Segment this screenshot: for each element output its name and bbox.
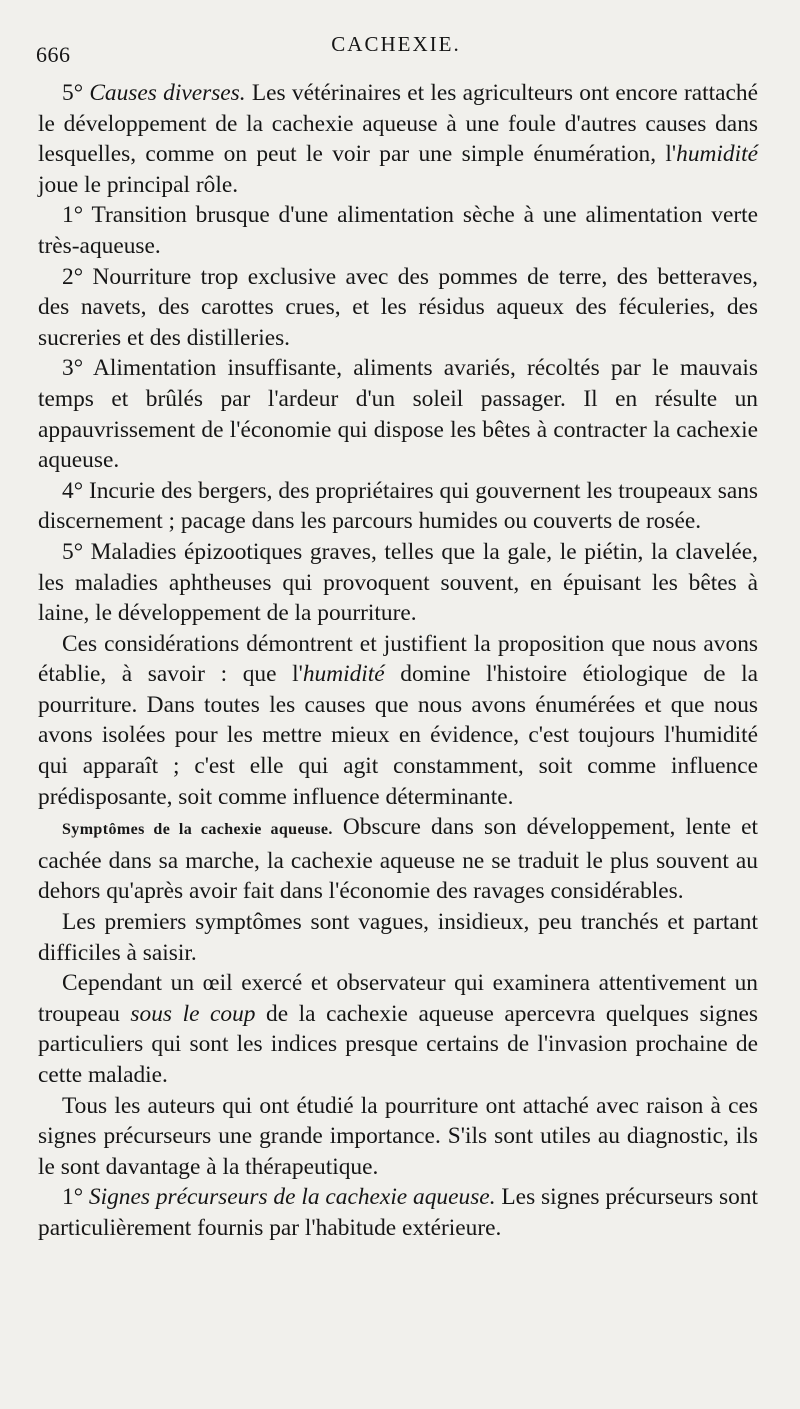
emphasis: humidité [302,661,385,688]
paragraph-text: Les signes précurseurs sont particulièrement fournis par l'habitude extérieure. [38,1184,758,1241]
paragraph-text: joue le principal rôle. [38,171,239,198]
paragraph-heading: Causes diverses. [89,80,246,106]
page-header [36,30,756,70]
paragraph-number: 1° [62,1184,89,1211]
paragraph-symptomes [38,812,758,907]
list-item-cause-5: 5° Maladies épizootiques graves, telles que la gale, le piétin, la clavelée, les maladies aphtheuses qui provoquent souvent, en épuisant les bêtes à laine, le développement de la pourriture. [38,538,758,627]
page-number: 666 [36,42,71,67]
section-heading: Symptômes de la cachexie aqueuse. [62,821,333,839]
paragraph-text: de la cachexie aqueuse apercevra quelques signes particuliers qui sont les indices presque certains de l'invasion prochaine de cette maladie. [38,1000,759,1088]
paragraph-premiers-symptomes: Les premiers symptômes sont vagues, insidieux, peu tranchés et partant difficiles à saisir. [38,909,758,966]
paragraph-considerations [38,629,758,813]
paragraph-text: Les vétérinaires et les agriculteurs ont encore rattaché le développement de la cachexie aqueuse à une foule d'autres causes dans lesquelles, comme on peut le voir par une simple énumération, l' [38,80,758,168]
list-item-cause-4: 4° Incurie des bergers, des propriétaires qui gouvernent les troupeaux sans discernement ; pacage dans les parcours humides ou couverts de rosée. [38,477,758,535]
emphasis: humidité [676,141,758,168]
paragraph-text: domine l'histoire étiologique de la pourriture. Dans toutes les causes que nous avons énumérées et que nous avons isolées pour les mettre mieux en évidence, c'est toujours l'humidité qui apparaît ; c'est elle qui agit constamment, soit comme influence prédisposante, soit comme influence déterminante. [38,661,758,810]
paragraph-text: Obscure dans son développement, lente et cachée dans sa marche, la cachexie aqueuse ne se traduit le plus souvent au dehors qu'après avoir fait dans l'économie des ravages considérables. [38,814,758,905]
paragraph-text: Cependant un œil exercé et observateur qui examinera attentivement un troupeau [38,970,758,1027]
paragraph-text: Ces considérations démontrent et justifient la proposition que nous avons établie, à savoir : que l' [38,630,758,688]
body-text [38,78,758,1244]
paragraph-causes-diverses [38,78,758,200]
list-item-cause-1: 1° Transition brusque d'une alimentation sèche à une alimentation verte très-aqueuse. [38,202,758,259]
list-item-cause-2: 2° Nourriture trop exclusive avec des pommes de terre, des betteraves, des navets, des carottes crues, et les résidus aqueux des féculeries, des sucreries et des distilleries. [38,263,758,351]
paragraph-signes-precurseurs [38,1182,758,1243]
paragraph-auteurs: Tous les auteurs qui ont étudié la pourriture ont attaché avec raison à ces signes précurseurs une grande importance. S'ils sont utiles au diagnostic, ils le sont davantage à la thérapeutique. [38,1092,758,1180]
running-title: CACHEXIE. [331,32,461,56]
list-item-cause-3: 3° Alimentation insuffisante, aliments avariés, récoltés par le mauvais temps et brûlés par l'ardeur d'un soleil passager. Il en résulte un appauvrissement de l'économie qui dispose les bêtes à contracter la cachexie aqueuse. [38,355,758,474]
paragraph-number: 5° [62,80,90,106]
paragraph-heading: Signes précurseurs de la cachexie aqueuse. [88,1184,496,1211]
paragraph-oeil-exerce [38,968,758,1090]
emphasis: sous le coup [130,1000,256,1027]
